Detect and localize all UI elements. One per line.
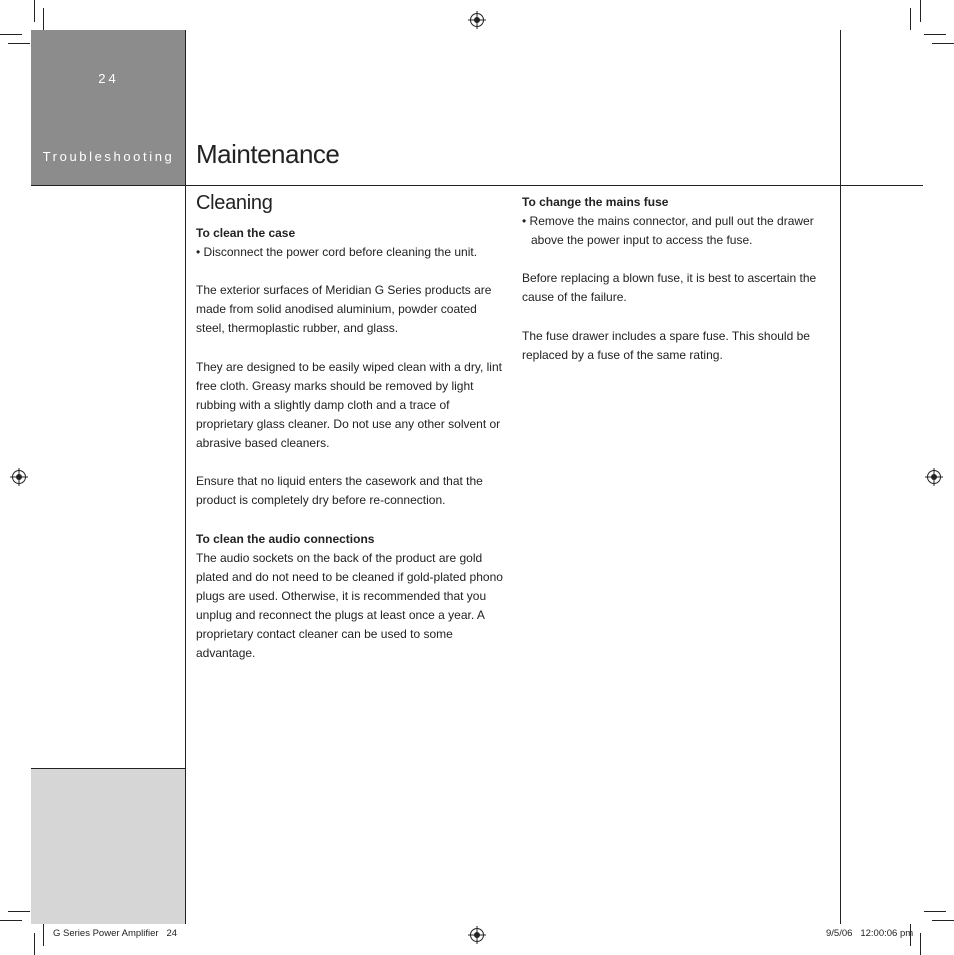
crop-mark: [932, 43, 954, 44]
crop-mark: [43, 8, 44, 30]
crop-mark: [8, 43, 30, 44]
crop-mark: [924, 34, 946, 35]
fuse-heading: To change the mains fuse: [522, 195, 669, 209]
sidebar-footer-block: [31, 769, 186, 924]
section-label: Troubleshooting: [42, 149, 175, 164]
crop-mark: [924, 911, 946, 912]
footer-block-rule: [31, 768, 186, 769]
registration-mark-icon: [468, 11, 486, 29]
case-heading: To clean the case: [196, 226, 296, 240]
registration-mark-icon: [468, 926, 486, 944]
crop-mark: [8, 911, 30, 912]
page-title: Maintenance: [196, 139, 340, 169]
sidebar-divider: [185, 30, 186, 924]
liquid-paragraph: Ensure that no liquid enters the casework and that the product is completely dry before re-connection.: [196, 474, 483, 508]
footer-left: G Series Power Amplifier 24: [53, 928, 178, 939]
fuse-bullet: • Remove the mains connector, and pull out the drawer above the power input to access the fuse.: [522, 214, 814, 248]
audio-heading: To clean the audio connections: [196, 531, 375, 546]
spare-paragraph: The fuse drawer includes a spare fuse. This should be replaced by a fuse of the same rating.: [522, 328, 810, 362]
crop-mark: [0, 34, 22, 35]
title-rule: [31, 185, 923, 186]
footer-right: 9/5/06 12:00:06 pm: [826, 928, 914, 939]
crop-mark: [910, 8, 911, 30]
crop-mark: [0, 920, 22, 921]
audio-paragraph: The audio sockets on the back of the product are gold plated and do not need to be cleaned if gold-plated phono plugs are used. Otherwise, it is recommended that you unplug and reconnect the plugs at least once a year. A proprietary contact cleaner can be used to some advantage.: [196, 550, 503, 661]
registration-mark-icon: [925, 468, 943, 486]
crop-mark: [920, 933, 921, 955]
crop-mark: [43, 924, 44, 946]
right-column: [522, 193, 834, 365]
section-subtitle: Cleaning: [196, 192, 273, 214]
registration-mark-icon: [10, 468, 28, 486]
case-bullet: • Disconnect the power cord before cleaning the unit.: [196, 245, 478, 260]
crop-mark: [34, 0, 35, 22]
crop-mark: [34, 933, 35, 955]
crop-mark: [920, 0, 921, 22]
wipe-paragraph: They are designed to be easily wiped clean with a dry, lint free cloth. Greasy marks should be removed by light rubbing with a slightly damp cloth and a trace of proprietary glass cleaner. Do not use any other solvent or abrasive based cleaners.: [196, 359, 502, 451]
page-number: 24: [98, 71, 119, 86]
left-column: [196, 224, 506, 663]
crop-mark: [932, 920, 954, 921]
right-margin-rule: [840, 30, 841, 924]
cause-paragraph: Before replacing a blown fuse, it is best to ascertain the cause of the failure.: [522, 271, 817, 305]
surfaces-paragraph: The exterior surfaces of Meridian G Series products are made from solid anodised aluminium, powder coated steel, thermoplastic rubber, and glass.: [196, 283, 492, 336]
